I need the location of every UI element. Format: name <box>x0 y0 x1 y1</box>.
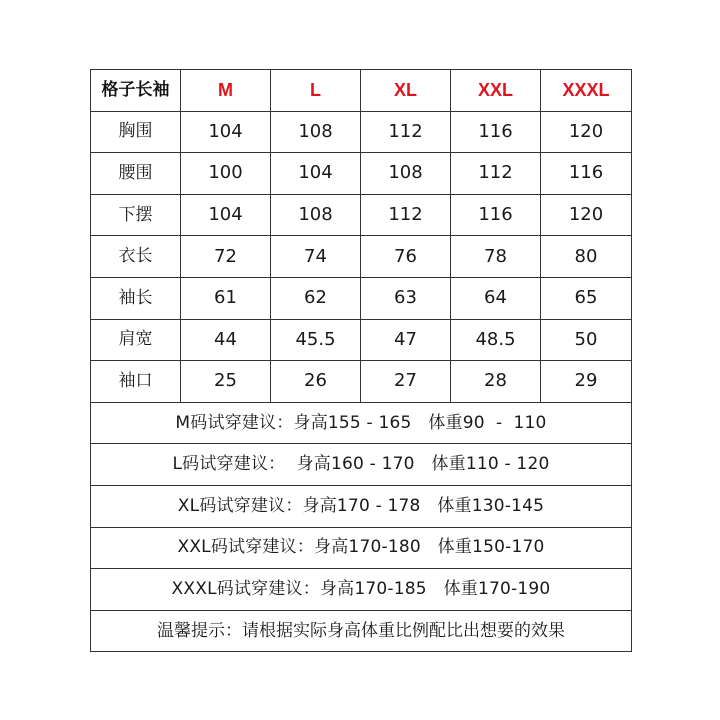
table-cell: 48.5 <box>451 319 541 361</box>
size-recommendation: XXXL码试穿建议：身高170-185 体重170-190 <box>91 569 632 611</box>
table-cell: 108 <box>271 111 361 153</box>
table-cell: 112 <box>361 111 451 153</box>
recommendation-row-xxxl <box>91 569 632 611</box>
size-header-xxl: XXL <box>451 70 541 112</box>
measurement-row-chest <box>91 111 632 153</box>
recommendation-row-xxl <box>91 527 632 569</box>
table-cell: 44 <box>181 319 271 361</box>
table-cell: 63 <box>361 277 451 319</box>
table-cell: 116 <box>451 111 541 153</box>
measurement-row-cuff <box>91 361 632 403</box>
size-recommendation: L码试穿建议： 身高160 - 170 体重110 - 120 <box>91 444 632 486</box>
measurement-row-waist <box>91 153 632 195</box>
table-cell: 47 <box>361 319 451 361</box>
warm-tip: 温馨提示：请根据实际身高体重比例配比出想要的效果 <box>91 610 632 652</box>
measurement-row-shoulder <box>91 319 632 361</box>
table-cell: 78 <box>451 236 541 278</box>
table-cell: 104 <box>181 194 271 236</box>
table-cell: 74 <box>271 236 361 278</box>
row-label: 袖口 <box>91 361 181 403</box>
table-cell: 62 <box>271 277 361 319</box>
table-cell: 80 <box>541 236 632 278</box>
size-header-xl: XL <box>361 70 451 112</box>
row-label: 腰围 <box>91 153 181 195</box>
size-header-m: M <box>181 70 271 112</box>
table-cell: 120 <box>541 111 632 153</box>
row-label: 肩宽 <box>91 319 181 361</box>
tip-row <box>91 610 632 652</box>
recommendation-row-m <box>91 402 632 444</box>
row-label: 下摆 <box>91 194 181 236</box>
recommendation-row-l <box>91 444 632 486</box>
table-cell: 65 <box>541 277 632 319</box>
table-cell: 120 <box>541 194 632 236</box>
table-cell: 64 <box>451 277 541 319</box>
table-cell: 28 <box>451 361 541 403</box>
table-cell: 26 <box>271 361 361 403</box>
table-cell: 116 <box>451 194 541 236</box>
size-recommendation: M码试穿建议：身高155 - 165 体重90 - 110 <box>91 402 632 444</box>
table-cell: 29 <box>541 361 632 403</box>
table-cell: 116 <box>541 153 632 195</box>
table-cell: 104 <box>181 111 271 153</box>
size-recommendation: XXL码试穿建议：身高170-180 体重150-170 <box>91 527 632 569</box>
row-label: 胸围 <box>91 111 181 153</box>
table-cell: 112 <box>361 194 451 236</box>
table-cell: 61 <box>181 277 271 319</box>
table-cell: 76 <box>361 236 451 278</box>
table-cell: 100 <box>181 153 271 195</box>
table-cell: 45.5 <box>271 319 361 361</box>
table-cell: 25 <box>181 361 271 403</box>
header-row <box>91 70 632 112</box>
measurement-row-sleeve-length <box>91 277 632 319</box>
table-cell: 27 <box>361 361 451 403</box>
size-header-l: L <box>271 70 361 112</box>
size-header-xxxl: XXXL <box>541 70 632 112</box>
measurement-row-hem <box>91 194 632 236</box>
size-recommendation: XL码试穿建议：身高170 - 178 体重130-145 <box>91 485 632 527</box>
size-chart-table <box>90 69 632 652</box>
table-cell: 72 <box>181 236 271 278</box>
product-name: 格子长袖 <box>91 70 181 112</box>
row-label: 衣长 <box>91 236 181 278</box>
table-cell: 108 <box>271 194 361 236</box>
table-cell: 108 <box>361 153 451 195</box>
table-cell: 112 <box>451 153 541 195</box>
table-cell: 104 <box>271 153 361 195</box>
row-label: 袖长 <box>91 277 181 319</box>
recommendation-row-xl <box>91 485 632 527</box>
measurement-row-length <box>91 236 632 278</box>
table-cell: 50 <box>541 319 632 361</box>
